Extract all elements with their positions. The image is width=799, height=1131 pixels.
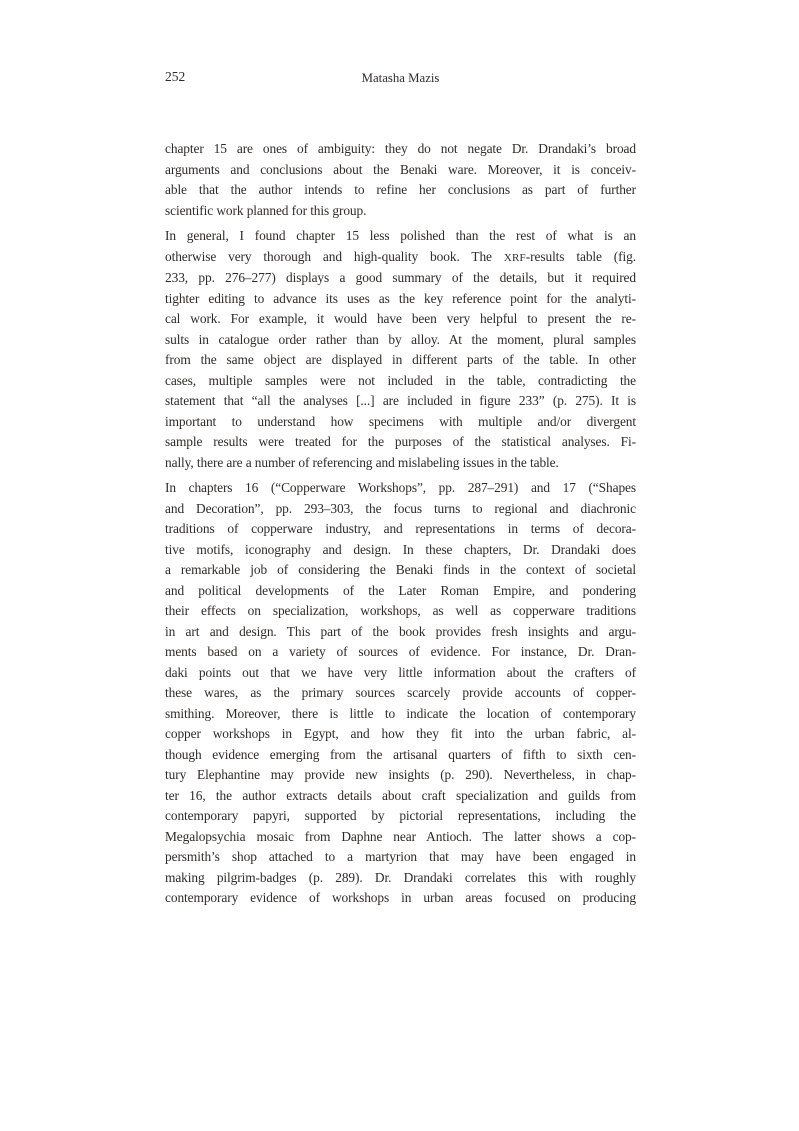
text-line: important to understand how specimens with multiple and/or divergent <box>165 413 636 429</box>
text-line: able that the author intends to refine her conclusions as part of further <box>165 182 636 197</box>
text-line: tury Elephantine may provide new insights (p. 290). Nevertheless, in chap- <box>165 767 636 782</box>
text-line: daki points out that we have very little information about the crafters of <box>165 664 636 680</box>
running-title: Matasha Mazis <box>361 71 440 85</box>
text-line: smithing. Moreover, there is little to indicate the location of contemporary <box>165 705 636 721</box>
text-line: 233, pp. 276–277) displays a good summary of the details, but it required <box>165 270 636 285</box>
text-line: arguments and conclusions about the Benaki ware. Moreover, it is conceiv- <box>165 161 636 177</box>
text-line: making pilgrim-badges (p. 289). Dr. Drandaki correlates this with roughly <box>165 869 636 885</box>
text-line: statement that “all the analyses [...] are included in figure 233” (p. 275). It is <box>165 393 636 408</box>
text-line: sults in catalogue order rather than by alloy. At the moment, plural samples <box>165 331 636 347</box>
page-number: 252 <box>165 69 186 84</box>
text-line: a remarkable job of considering the Benaki finds in the context of societal <box>165 562 636 577</box>
paragraph <box>165 139 636 221</box>
text-line: though evidence emerging from the artisanal quarters of fifth to sixth cen- <box>165 746 636 762</box>
running-header <box>165 68 636 86</box>
text-line: scientific work planned for this group. <box>165 202 367 218</box>
smallcaps-text: XRF <box>503 251 526 264</box>
text-line: ments based on a variety of sources of evidence. For instance, Dr. Dran- <box>165 644 636 659</box>
text-line: contemporary evidence of workshops in urban areas focused on producing <box>165 890 636 905</box>
text-line: in art and design. This part of the book provides fresh insights and argu- <box>165 623 636 639</box>
text-line: chapter 15 are ones of ambiguity: they do not negate Dr. Drandaki’s broad <box>165 141 636 156</box>
text-line: their effects on specialization, workshops, as well as copperware traditions <box>165 603 636 618</box>
text-line: from the same object are displayed in different parts of the table. In other <box>165 352 636 367</box>
text-line: tighter editing to advance its uses as the key reference point for the analyti- <box>165 290 636 306</box>
text-line: persmith’s shop attached to a martyrion that may have been engaged in <box>165 849 636 864</box>
text-line: copper workshops in Egypt, and how they fit into the urban fabric, al- <box>165 726 636 741</box>
text-line: In chapters 16 (“Copperware Workshops”, pp. 287–291) and 17 (“Shapes <box>165 480 636 495</box>
text-line: and Decoration”, pp. 293–303, the focus turns to regional and diachronic <box>165 500 636 516</box>
text-line: cases, multiple samples were not included in the table, contradicting the <box>165 372 636 388</box>
text-line: ter 16, the author extracts details about craft specialization and guilds from <box>165 787 636 803</box>
paragraph <box>165 478 636 909</box>
text-line: traditions of copperware industry, and representations in terms of decora- <box>165 521 636 536</box>
text-block <box>165 139 636 914</box>
text-line: otherwise very thorough and high-quality book. The XRF-results table (fig. <box>165 248 636 264</box>
text-line: sample results were treated for the purposes of the statistical analyses. Fi- <box>165 434 636 449</box>
text-line: these wares, as the primary sources scarcely provide accounts of copper- <box>165 685 636 700</box>
text-line: nally, there are a number of referencing and mislabeling issues in the table. <box>165 454 559 470</box>
paragraph <box>165 226 636 473</box>
text-line: contemporary papyri, supported by pictorial representations, including the <box>165 808 636 823</box>
text-line: cal work. For example, it would have been very helpful to present the re- <box>165 311 636 326</box>
text-line: and political developments of the Later Roman Empire, and pondering <box>165 582 636 598</box>
text-line: Megalopsychia mosaic from Daphne near Antioch. The latter shows a cop- <box>165 828 636 844</box>
text-line: In general, I found chapter 15 less polished than the rest of what is an <box>165 228 636 243</box>
text-line: tive motifs, iconography and design. In these chapters, Dr. Drandaki does <box>165 541 636 557</box>
